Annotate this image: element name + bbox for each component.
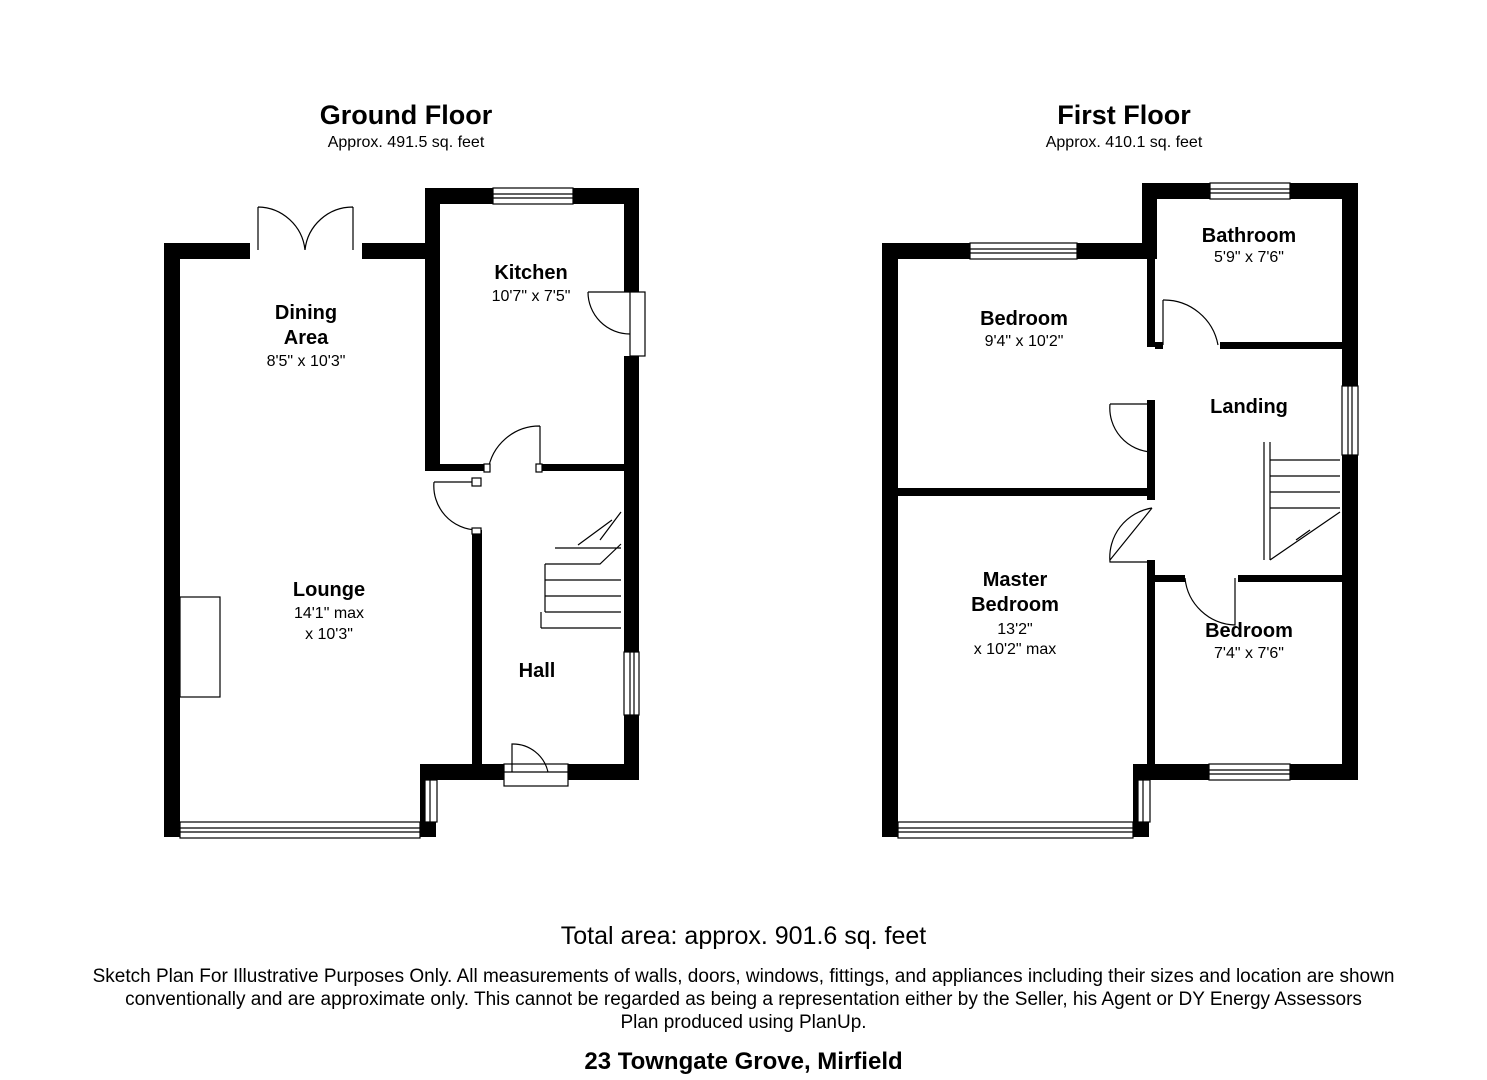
room-name: Bedroom <box>1205 620 1293 642</box>
room-hall-label <box>519 660 556 682</box>
room-name: Bathroom <box>1201 225 1297 247</box>
room-name: Lounge <box>292 579 366 601</box>
room-kitchen-label <box>492 262 571 305</box>
room-name: Dining <box>274 302 338 324</box>
room-dimensions: 8'5" x 10'3" <box>266 353 346 370</box>
room-dimensions: x 10'3" <box>305 626 353 643</box>
room-dimensions: 7'4" x 7'6" <box>1214 645 1284 662</box>
room-name: Landing <box>1210 396 1288 418</box>
disclaimer-line: Sketch Plan For Illustrative Purposes Only. All measurements of walls, doors, windows, fittings, and appliances including their sizes and location are shown <box>92 966 1395 987</box>
room-master-bedroom-label <box>971 569 1059 658</box>
room-bathroom-label <box>1202 225 1296 266</box>
disclaimer-line: conventionally and are approximate only. This cannot be regarded as being a representation either by the Seller, his Agent or DY Energy Assessors <box>125 989 1362 1010</box>
total-area: Total area: approx. 901.6 sq. feet <box>560 922 927 950</box>
first-floor-fixtures <box>898 183 1358 838</box>
room-lounge-label <box>293 579 365 643</box>
ground-floor-fixtures <box>180 188 645 838</box>
room-name: Bedroom <box>980 308 1068 330</box>
room-dimensions: 10'7" x 7'5" <box>491 288 571 305</box>
room-bedroom-2-label <box>980 308 1068 350</box>
first-floor-walls <box>882 183 1358 837</box>
ground-floor-title: Ground Floor <box>319 100 493 130</box>
room-name: Area <box>283 327 329 349</box>
property-address: 23 Towngate Grove, Mirfield <box>584 1048 903 1075</box>
room-dimensions: 9'4" x 10'2" <box>984 333 1064 350</box>
room-dining-label <box>267 302 346 370</box>
room-name: Bedroom <box>971 594 1059 616</box>
disclaimer-line: Plan produced using PlanUp. <box>620 1012 867 1033</box>
room-bedroom-3-label <box>1205 620 1293 662</box>
room-dimensions: 5'9" x 7'6" <box>1214 249 1284 266</box>
room-dimensions: 13'2" <box>997 621 1033 638</box>
first-floor-title: First Floor <box>1057 100 1191 130</box>
room-dimensions: x 10'2" max <box>973 641 1057 658</box>
room-name: Hall <box>518 660 556 682</box>
first-floor-area: Approx. 410.1 sq. feet <box>1045 134 1203 151</box>
ground-floor-area: Approx. 491.5 sq. feet <box>327 134 485 151</box>
room-name: Kitchen <box>494 262 568 284</box>
room-landing-label <box>1210 396 1288 418</box>
room-dimensions: 14'1" max <box>293 605 365 622</box>
ground-floor-walls <box>164 188 639 837</box>
room-name: Master <box>982 569 1048 591</box>
